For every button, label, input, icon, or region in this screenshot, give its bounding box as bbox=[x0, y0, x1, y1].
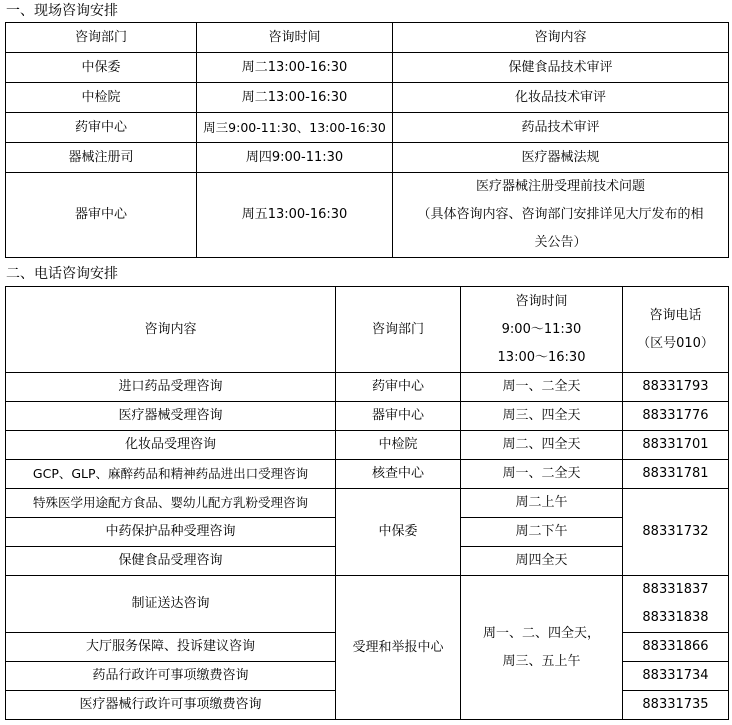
header-dept: 咨询部门 bbox=[336, 287, 461, 373]
dept-cell: 中保委 bbox=[6, 53, 197, 83]
phone-cell: 88331701 bbox=[623, 431, 729, 460]
phone-cell: 88331866 bbox=[623, 633, 729, 662]
header-dept: 咨询部门 bbox=[6, 23, 197, 53]
time-cell: 周四全天 bbox=[461, 547, 623, 576]
phone-cell: 88331776 bbox=[623, 402, 729, 431]
header-time-line: 9:00～11:30 bbox=[501, 321, 582, 337]
header-time-line: 13:00～16:30 bbox=[497, 349, 586, 365]
onsite-consultation-table bbox=[5, 22, 729, 258]
content-cell: 医疗器械受理咨询 bbox=[6, 402, 336, 431]
header-time bbox=[461, 287, 623, 373]
time-cell: 周二下午 bbox=[461, 518, 623, 547]
dept-cell: 器审中心 bbox=[6, 173, 197, 258]
time-cell: 周一、二全天 bbox=[461, 460, 623, 489]
phone-line: 88331838 bbox=[642, 610, 709, 625]
phone-cell: 88331793 bbox=[623, 373, 729, 402]
table-header-row bbox=[6, 287, 729, 373]
table-row bbox=[6, 173, 729, 258]
table-header-row bbox=[6, 23, 729, 53]
content-cell: GCP、GLP、麻醉药品和精神药品进出口受理咨询 bbox=[6, 460, 336, 489]
content-line: （具体咨询内容、咨询部门安排详见大厅发布的相 bbox=[417, 207, 704, 222]
header-content: 咨询内容 bbox=[393, 23, 729, 53]
time-cell bbox=[461, 576, 623, 720]
dept-cell: 中保委 bbox=[336, 489, 461, 576]
content-cell: 进口药品受理咨询 bbox=[6, 373, 336, 402]
header-time: 咨询时间 bbox=[197, 23, 393, 53]
phone-consultation-table bbox=[5, 286, 729, 720]
content-cell: 中药保护品种受理咨询 bbox=[6, 518, 336, 547]
table-row bbox=[6, 460, 729, 489]
time-cell: 周二、四全天 bbox=[461, 431, 623, 460]
content-cell: 医疗器械行政许可事项缴费咨询 bbox=[6, 691, 336, 720]
content-cell: 保健食品技术审评 bbox=[393, 53, 729, 83]
time-cell: 周一、二全天 bbox=[461, 373, 623, 402]
dept-cell: 药审中心 bbox=[336, 373, 461, 402]
phone-cell: 88331732 bbox=[623, 489, 729, 576]
phone-cell bbox=[623, 576, 729, 633]
phone-cell: 88331735 bbox=[623, 691, 729, 720]
time-cell: 周五13:00-16:30 bbox=[197, 173, 393, 258]
header-time-line: 咨询时间 bbox=[515, 293, 568, 309]
section2-title: 二、电话咨询安排 bbox=[6, 266, 118, 282]
table-row bbox=[6, 113, 729, 143]
header-phone-line: （区号010） bbox=[637, 335, 714, 351]
phone-cell: 88331781 bbox=[623, 460, 729, 489]
table-row bbox=[6, 489, 729, 518]
content-cell: 大厅服务保障、投诉建议咨询 bbox=[6, 633, 336, 662]
dept-cell: 药审中心 bbox=[6, 113, 197, 143]
content-line: 医疗器械注册受理前技术问题 bbox=[475, 179, 645, 194]
time-cell: 周二13:00-16:30 bbox=[197, 53, 393, 83]
content-cell: 特殊医学用途配方食品、婴幼儿配方乳粉受理咨询 bbox=[6, 489, 336, 518]
content-cell: 化妆品技术审评 bbox=[393, 83, 729, 113]
dept-cell: 器械注册司 bbox=[6, 143, 197, 173]
content-cell: 保健食品受理咨询 bbox=[6, 547, 336, 576]
content-cell: 制证送达咨询 bbox=[6, 576, 336, 633]
time-cell: 周二上午 bbox=[461, 489, 623, 518]
section1-title: 一、现场咨询安排 bbox=[6, 3, 118, 19]
header-content: 咨询内容 bbox=[6, 287, 336, 373]
header-phone bbox=[623, 287, 729, 373]
time-cell: 周四9:00-11:30 bbox=[197, 143, 393, 173]
content-cell: 医疗器械法规 bbox=[393, 143, 729, 173]
time-line: 周一、二、四全天， bbox=[482, 625, 600, 641]
dept-cell: 中检院 bbox=[6, 83, 197, 113]
content-cell bbox=[393, 173, 729, 258]
table-row bbox=[6, 53, 729, 83]
content-cell: 药品技术审评 bbox=[393, 113, 729, 143]
table-row bbox=[6, 402, 729, 431]
phone-cell: 88331734 bbox=[623, 662, 729, 691]
phone-line: 88331837 bbox=[642, 582, 709, 597]
table-row bbox=[6, 143, 729, 173]
table-row bbox=[6, 373, 729, 402]
content-line: 关公告） bbox=[534, 235, 587, 250]
dept-cell: 器审中心 bbox=[336, 402, 461, 431]
time-cell: 周三9:00-11:30、13:00-16:30 bbox=[197, 113, 393, 143]
time-cell: 周二13:00-16:30 bbox=[197, 83, 393, 113]
dept-cell: 受理和举报中心 bbox=[336, 576, 461, 720]
table-row bbox=[6, 576, 729, 633]
time-line: 周三、五上午 bbox=[502, 653, 581, 669]
content-cell: 化妆品受理咨询 bbox=[6, 431, 336, 460]
time-cell: 周三、四全天 bbox=[461, 402, 623, 431]
table-row bbox=[6, 83, 729, 113]
header-phone-line: 咨询电话 bbox=[649, 307, 702, 323]
dept-cell: 中检院 bbox=[336, 431, 461, 460]
table-row bbox=[6, 431, 729, 460]
content-cell: 药品行政许可事项缴费咨询 bbox=[6, 662, 336, 691]
dept-cell: 核查中心 bbox=[336, 460, 461, 489]
